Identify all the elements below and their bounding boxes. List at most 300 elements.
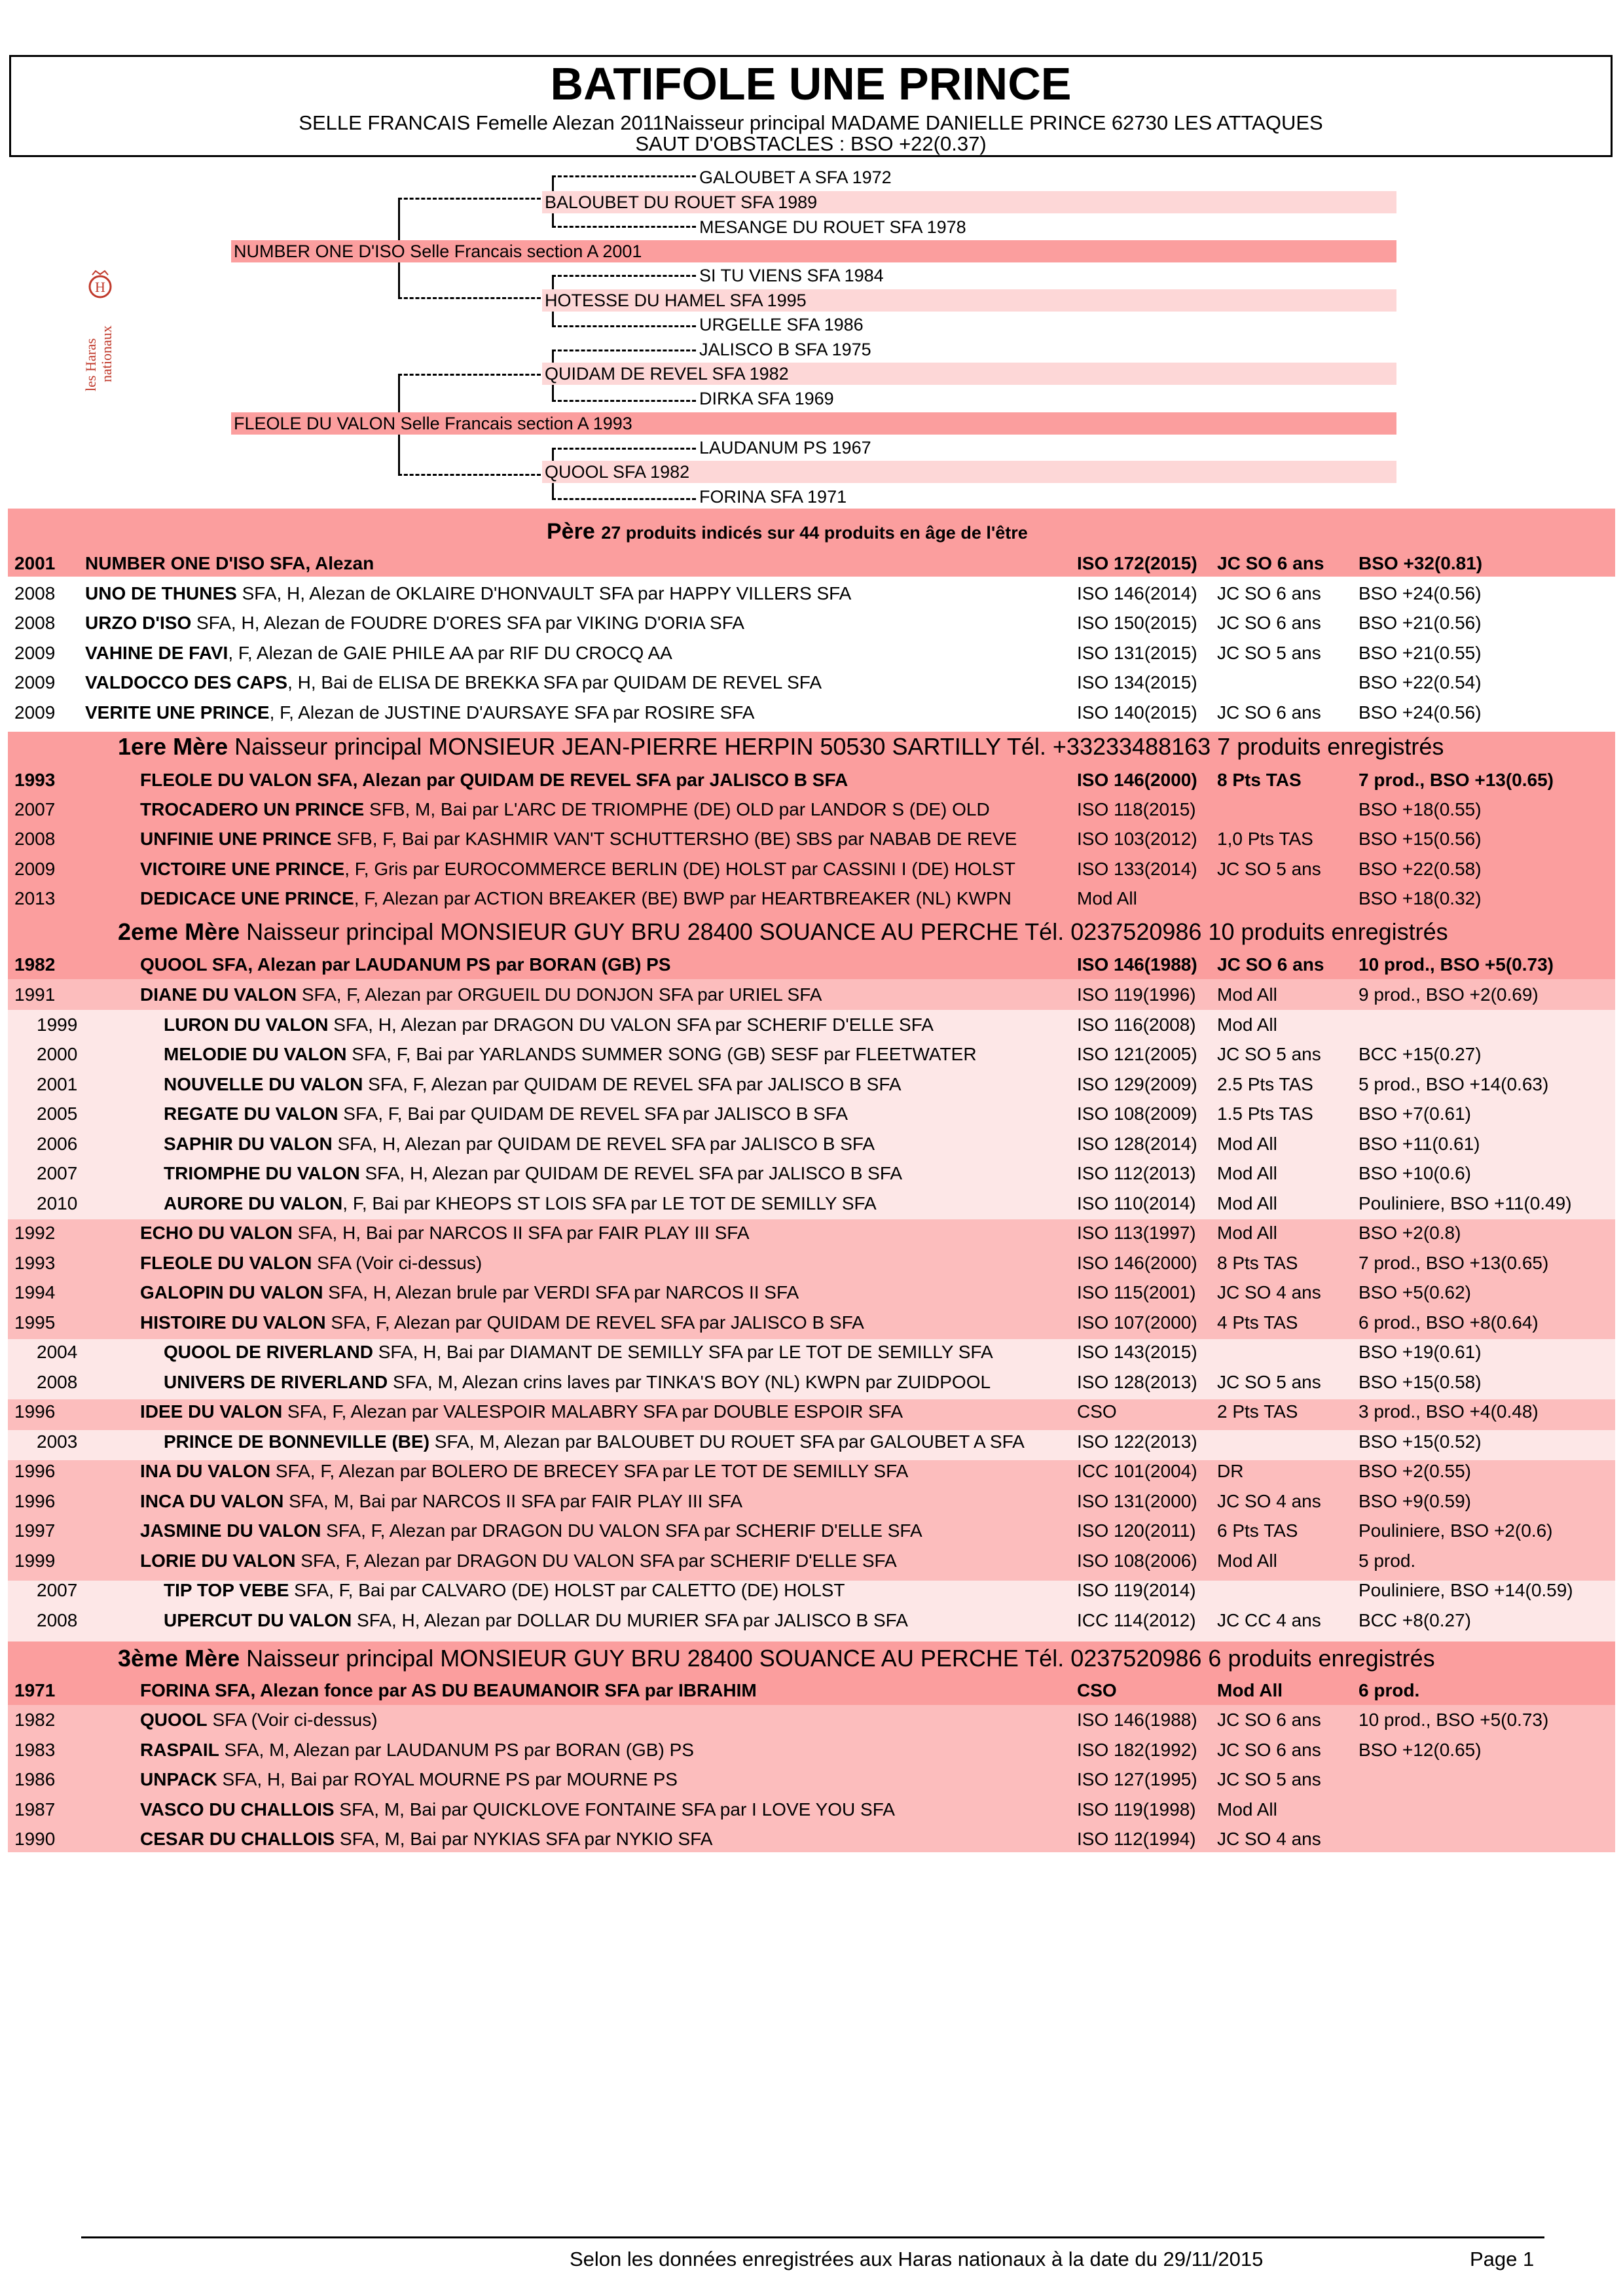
row-index: CSO	[1077, 1401, 1117, 1422]
row-horse-name: VALDOCCO DES CAPS	[85, 672, 288, 692]
table-row	[8, 548, 1615, 578]
row-horse	[140, 1218, 750, 1247]
row-bso: 6 prod.	[1359, 1680, 1420, 1700]
mere3-info: Naisseur principal MONSIEUR GUY BRU 28400 SOUANCE AU PERCHE Tél. 0237520986 6 produits enregistrés	[246, 1645, 1435, 1672]
row-index: ISO 128(2013)	[1077, 1372, 1197, 1392]
row-horse-name: AURORE DU VALON	[164, 1193, 343, 1213]
row-horse-details: SFA, H, Alezan de OKLAIRE D'HONVAULT SFA par HAPPY VILLERS SFA	[236, 583, 852, 603]
row-performance: Mod All	[1217, 1193, 1277, 1213]
row-bso: BSO +19(0.61)	[1359, 1342, 1482, 1362]
row-performance: JC SO 6 ans	[1217, 702, 1321, 723]
horse-subtitle: SELLE FRANCAIS Femelle Alezan 2011Naisseur principal MADAME DANIELLE PRINCE 62730 LES ATTAQUES	[299, 111, 1323, 134]
row-bso: BSO +18(0.55)	[1359, 799, 1482, 819]
pedigree-connector	[398, 297, 541, 299]
row-year: 2007	[37, 1580, 78, 1600]
row-year: 1971	[14, 1680, 56, 1700]
row-horse	[140, 1676, 757, 1705]
row-bso: BSO +2(0.55)	[1359, 1461, 1471, 1481]
row-horse-name: UNFINIE UNE PRINCE	[140, 829, 332, 849]
row-bso: BSO +22(0.54)	[1359, 672, 1482, 692]
row-year: 2009	[14, 859, 56, 879]
row-year: 2008	[14, 829, 56, 849]
row-bso: 6 prod., BSO +8(0.64)	[1359, 1312, 1539, 1333]
row-bso: BSO +15(0.52)	[1359, 1431, 1482, 1452]
row-year: 2004	[37, 1342, 78, 1362]
table-row	[8, 795, 1615, 824]
svg-text:les Haras: les Haras	[82, 338, 99, 391]
row-index: ISO 115(2001)	[1077, 1282, 1196, 1302]
row-index: ISO 113(1997)	[1077, 1223, 1196, 1243]
row-horse-name: UNIVERS DE RIVERLAND	[164, 1372, 388, 1392]
table-row	[8, 698, 1615, 727]
pedigree-dam: FLEOLE DU VALON Selle Francais section A 1993	[231, 412, 1396, 435]
row-performance: JC SO 5 ans	[1217, 1044, 1321, 1064]
row-horse	[140, 795, 990, 824]
row-horse-name: RASPAIL	[140, 1740, 219, 1760]
row-horse-name: UNO DE THUNES	[85, 583, 237, 603]
row-bso: BCC +15(0.27)	[1359, 1044, 1482, 1064]
pedigree-sire-sire-sire: GALOUBET A SFA 1972	[699, 168, 892, 187]
table-row	[8, 1099, 1615, 1128]
pedigree-connector	[398, 374, 541, 376]
row-year: 1996	[14, 1491, 56, 1511]
row-horse-name: JASMINE DU VALON	[140, 1520, 321, 1541]
row-year: 1992	[14, 1223, 56, 1243]
row-horse-name: TROCADERO UN PRINCE	[140, 799, 365, 819]
row-horse-details: SFA, H, Bai par DIAMANT DE SEMILLY SFA par LE TOT DE SEMILLY SFA	[373, 1342, 993, 1362]
row-performance: 8 Pts TAS	[1217, 1253, 1298, 1273]
pedigree-dam-dam: QUOOL SFA 1982	[542, 461, 1396, 483]
row-horse	[85, 579, 851, 608]
row-year: 1993	[14, 770, 56, 790]
row-horse-details: , F, Alezan par ACTION BREAKER (BE) BWP par HEARTBREAKER (NL) KWPN	[354, 888, 1012, 908]
row-index: ISO 121(2005)	[1077, 1044, 1197, 1064]
row-bso: BSO +21(0.55)	[1359, 643, 1482, 663]
row-index: ISO 120(2011)	[1077, 1520, 1196, 1541]
table-row	[8, 1278, 1615, 1307]
row-horse-details: SFA, H, Alezan par QUIDAM DE REVEL SFA par JALISCO B SFA	[332, 1134, 875, 1154]
table-row	[8, 1039, 1615, 1069]
row-performance: JC SO 6 ans	[1217, 613, 1321, 633]
row-index: ISO 119(2014)	[1077, 1580, 1196, 1600]
row-horse	[140, 1308, 864, 1337]
row-horse-name: NOUVELLE DU VALON	[164, 1074, 363, 1094]
row-bso: BSO +11(0.61)	[1359, 1134, 1480, 1154]
row-bso: BSO +24(0.56)	[1359, 702, 1482, 723]
row-bso: BSO +10(0.6)	[1359, 1163, 1471, 1183]
table-row	[8, 579, 1615, 608]
table-row	[8, 638, 1615, 668]
row-index: ISO 146(2014)	[1077, 583, 1197, 603]
row-bso: BSO +21(0.56)	[1359, 613, 1482, 633]
row-horse-name: LURON DU VALON	[164, 1014, 329, 1035]
row-horse	[164, 1367, 991, 1397]
row-horse-details: SFA, M, Bai par QUICKLOVE FONTAINE SFA par I LOVE YOU SFA	[334, 1799, 895, 1820]
table-row	[8, 1069, 1615, 1099]
row-horse-details: SFB, M, Bai par L'ARC DE TRIOMPHE (DE) OLD par LANDOR S (DE) OLD	[364, 799, 990, 819]
table-row	[8, 950, 1615, 979]
row-performance: Mod All	[1217, 1223, 1277, 1243]
row-horse-name: CESAR DU CHALLOIS	[140, 1829, 335, 1849]
row-year: 1991	[14, 984, 56, 1005]
table-row	[8, 1516, 1615, 1545]
row-horse	[164, 1129, 875, 1158]
pedigree-connector	[552, 350, 696, 351]
row-bso: 10 prod., BSO +5(0.73)	[1359, 1710, 1549, 1730]
row-year: 1983	[14, 1740, 56, 1760]
row-horse	[164, 1158, 902, 1188]
row-horse-details: , H, Bai de ELISA DE BREKKA SFA par QUIDAM DE REVEL SFA	[287, 672, 822, 692]
row-bso: 3 prod., BSO +4(0.48)	[1359, 1401, 1539, 1422]
row-bso: 7 prod., BSO +13(0.65)	[1359, 770, 1554, 790]
row-year: 1987	[14, 1799, 56, 1820]
row-horse	[140, 1705, 378, 1734]
row-horse	[164, 1605, 908, 1635]
row-horse-details: SFA, M, Alezan par LAUDANUM PS par BORAN (GB) PS	[219, 1740, 694, 1760]
row-index: ISO 103(2012)	[1077, 829, 1197, 849]
row-index: ISO 146(1988)	[1077, 954, 1197, 975]
table-row	[8, 1705, 1615, 1734]
row-horse-details: , F, Alezan de GAIE PHILE AA par RIF DU CROCQ AA	[228, 643, 672, 663]
mere2-info: Naisseur principal MONSIEUR GUY BRU 28400 SOUANCE AU PERCHE Tél. 0237520986 10 produits enregistrés	[246, 918, 1448, 945]
row-horse-name: TRIOMPHE DU VALON	[164, 1163, 360, 1183]
row-index: ISO 133(2014)	[1077, 859, 1197, 879]
row-horse	[164, 1189, 877, 1218]
row-bso: BSO +2(0.8)	[1359, 1223, 1461, 1243]
row-horse-name: UPERCUT DU VALON	[164, 1610, 352, 1630]
table-row	[8, 1010, 1615, 1039]
row-bso: BSO +12(0.65)	[1359, 1740, 1482, 1760]
row-performance: JC SO 5 ans	[1217, 1372, 1321, 1392]
row-horse	[140, 824, 1017, 853]
row-horse-name: REGATE DU VALON	[164, 1103, 338, 1124]
pedigree-sire-dam-sire: SI TU VIENS SFA 1984	[699, 266, 884, 285]
table-row	[8, 1605, 1615, 1635]
row-horse-details: SFA, H, Alezan par DRAGON DU VALON SFA par SCHERIF D'ELLE SFA	[328, 1014, 934, 1035]
row-index: ISO 150(2015)	[1077, 613, 1197, 633]
table-row	[8, 1795, 1615, 1824]
row-year: 1999	[37, 1014, 78, 1035]
row-performance: 6 Pts TAS	[1217, 1520, 1298, 1541]
row-bso: BSO +7(0.61)	[1359, 1103, 1471, 1124]
row-index: CSO	[1077, 1680, 1117, 1700]
table-row	[8, 765, 1615, 795]
row-year: 1982	[14, 954, 56, 975]
footer-rule	[81, 2236, 1544, 2238]
pedigree-dam-sire-sire: JALISCO B SFA 1975	[699, 340, 871, 359]
row-horse-name: NUMBER ONE D'ISO SFA, Alezan	[85, 553, 374, 573]
table-row	[8, 824, 1615, 853]
row-performance: Mod All	[1217, 1680, 1283, 1700]
table-row	[8, 1308, 1615, 1337]
pedigree-sire-sire: BALOUBET DU ROUET SFA 1989	[542, 191, 1396, 213]
row-performance: JC SO 5 ans	[1217, 859, 1321, 879]
row-horse	[140, 1248, 482, 1278]
row-horse	[164, 1427, 1025, 1456]
row-performance: JC SO 4 ans	[1217, 1282, 1321, 1302]
row-horse-name: DIANE DU VALON	[140, 984, 297, 1005]
row-bso: BSO +22(0.58)	[1359, 859, 1482, 879]
pere-info: 27 produits indicés sur 44 produits en âge de l'être	[601, 523, 1028, 543]
row-horse	[140, 1795, 895, 1824]
row-horse	[140, 1397, 903, 1426]
row-performance: 8 Pts TAS	[1217, 770, 1302, 790]
row-horse-details: SFA, F, Alezan par DRAGON DU VALON SFA par SCHERIF D'ELLE SFA	[321, 1520, 922, 1541]
row-index: ISO 108(2006)	[1077, 1551, 1197, 1571]
table-row	[8, 1218, 1615, 1247]
row-index: ISO 134(2015)	[1077, 672, 1197, 692]
pedigree-dam-dam-dam: FORINA SFA 1971	[699, 487, 847, 507]
row-year: 2010	[37, 1193, 78, 1213]
row-index: ISO 146(2000)	[1077, 1253, 1197, 1273]
row-horse	[164, 1337, 993, 1367]
table-row	[8, 1367, 1615, 1397]
row-horse	[164, 1039, 977, 1069]
row-bso: BSO +15(0.56)	[1359, 829, 1482, 849]
pedigree-sire: NUMBER ONE D'ISO Selle Francais section A 2001	[231, 240, 1396, 262]
row-index: ICC 114(2012)	[1077, 1610, 1196, 1630]
row-horse	[140, 1735, 694, 1765]
row-index: ISO 131(2000)	[1077, 1491, 1197, 1511]
row-year: 1982	[14, 1710, 56, 1730]
row-horse	[140, 1516, 922, 1545]
row-horse-details: SFA, F, Alezan par ORGUEIL DU DONJON SFA par URIEL SFA	[297, 984, 822, 1005]
row-index: ISO 107(2000)	[1077, 1312, 1197, 1333]
row-horse	[140, 884, 1012, 913]
row-horse	[140, 1765, 678, 1794]
mere3-section-header	[8, 1643, 1615, 1674]
row-horse	[140, 1456, 908, 1486]
row-year: 1997	[14, 1520, 56, 1541]
pedigree-connector	[552, 400, 696, 402]
row-year: 2009	[14, 672, 56, 692]
row-bso: 5 prod., BSO +14(0.63)	[1359, 1074, 1549, 1094]
row-performance: Mod All	[1217, 1551, 1277, 1571]
table-row	[8, 1486, 1615, 1516]
pedigree-dam-sire-dam: DIRKA SFA 1969	[699, 389, 834, 408]
row-performance: JC SO 6 ans	[1217, 1740, 1321, 1760]
row-horse-details: SFA, F, Alezan par BOLERO DE BRECEY SFA par LE TOT DE SEMILLY SFA	[270, 1461, 909, 1481]
pedigree-connector	[398, 474, 541, 476]
row-horse-details: SFA (Voir ci-dessus)	[207, 1710, 378, 1730]
table-row	[8, 1397, 1615, 1426]
row-horse-details: SFA, F, Alezan par DRAGON DU VALON SFA par SCHERIF D'ELLE SFA	[295, 1551, 897, 1571]
row-horse-details: SFA, H, Alezan par QUIDAM DE REVEL SFA par JALISCO B SFA	[359, 1163, 903, 1183]
row-horse-name: GALOPIN DU VALON	[140, 1282, 323, 1302]
row-index: ISO 146(2000)	[1077, 770, 1197, 790]
table-row	[8, 1158, 1615, 1188]
row-horse	[164, 1069, 902, 1099]
pedigree-connector	[552, 226, 696, 228]
row-horse-details: SFA, F, Alezan par QUIDAM DE REVEL SFA par JALISCO B SFA	[325, 1312, 864, 1333]
row-performance: JC SO 5 ans	[1217, 1769, 1321, 1789]
table-row	[8, 608, 1615, 637]
row-year: 1986	[14, 1769, 56, 1789]
table-row	[8, 1676, 1615, 1705]
row-horse	[140, 1278, 799, 1307]
row-year: 2001	[37, 1074, 78, 1094]
table-row	[8, 1189, 1615, 1218]
row-horse-name: HISTOIRE DU VALON	[140, 1312, 326, 1333]
row-performance: Mod All	[1217, 984, 1277, 1005]
row-year: 2008	[14, 613, 56, 633]
row-bso: BCC +8(0.27)	[1359, 1610, 1471, 1630]
pedigree-sire-sire-dam: MESANGE DU ROUET SFA 1978	[699, 217, 966, 237]
row-performance: DR	[1217, 1461, 1244, 1481]
row-horse-details: SFA, M, Bai par NARCOS II SFA par FAIR PLAY III SFA	[283, 1491, 743, 1511]
row-performance: 1,0 Pts TAS	[1217, 829, 1313, 849]
table-row	[8, 1337, 1615, 1367]
row-year: 2007	[14, 799, 56, 819]
row-index: ISO 143(2015)	[1077, 1342, 1197, 1362]
mere2-label: 2eme Mère	[118, 918, 240, 945]
row-performance: 2 Pts TAS	[1217, 1401, 1298, 1422]
row-year: 2009	[14, 702, 56, 723]
table-row	[8, 668, 1615, 697]
row-year: 2005	[37, 1103, 78, 1124]
row-index: ISO 119(1996)	[1077, 984, 1196, 1005]
row-performance: JC SO 4 ans	[1217, 1829, 1321, 1849]
row-horse-name: INA DU VALON	[140, 1461, 271, 1481]
row-year: 2006	[37, 1134, 78, 1154]
pedigree-sire-dam: HOTESSE DU HAMEL SFA 1995	[542, 289, 1396, 312]
row-horse	[140, 1486, 742, 1516]
row-horse-details: SFA, H, Alezan brule par VERDI SFA par NARCOS II SFA	[323, 1282, 799, 1302]
row-horse-name: ECHO DU VALON	[140, 1223, 293, 1243]
row-horse-name: VICTOIRE UNE PRINCE	[140, 859, 345, 879]
row-bso: BSO +9(0.59)	[1359, 1491, 1471, 1511]
row-index: Mod All	[1077, 888, 1137, 908]
pedigree-connector	[552, 448, 696, 450]
row-year: 2001	[14, 553, 56, 573]
row-bso: BSO +15(0.58)	[1359, 1372, 1482, 1392]
table-row	[8, 1456, 1615, 1486]
row-bso: 5 prod.	[1359, 1551, 1416, 1571]
row-horse-details: SFB, F, Bai par KASHMIR VAN'T SCHUTTERSHO (BE) SBS par NABAB DE REVE	[331, 829, 1017, 849]
row-horse-name: PRINCE DE BONNEVILLE (BE)	[164, 1431, 430, 1452]
row-performance: JC CC 4 ans	[1217, 1610, 1321, 1630]
row-horse	[85, 698, 754, 727]
row-horse-name: IDEE DU VALON	[140, 1401, 283, 1422]
row-index: ISO 110(2014)	[1077, 1193, 1196, 1213]
row-horse-details: , F, Bai par KHEOPS ST LOIS SFA par LE TOT DE SEMILLY SFA	[342, 1193, 877, 1213]
row-horse-name: URZO D'ISO	[85, 613, 192, 633]
pedigree-connector	[552, 498, 696, 500]
row-horse-name: QUOOL DE RIVERLAND	[164, 1342, 373, 1362]
row-horse-details: SFA, F, Bai par QUIDAM DE REVEL SFA par JALISCO B SFA	[338, 1103, 848, 1124]
footer-text: Selon les données enregistrées aux Haras nationaux à la date du 29/11/2015	[570, 2248, 1264, 2270]
row-index: ISO 119(1998)	[1077, 1799, 1196, 1820]
row-year: 2008	[37, 1372, 78, 1392]
row-year: 1996	[14, 1461, 56, 1481]
row-index: ISO 112(1994)	[1077, 1829, 1196, 1849]
row-horse	[140, 980, 822, 1009]
row-horse-details: SFA, H, Bai par ROYAL MOURNE PS par MOURNE PS	[217, 1769, 678, 1789]
row-bso: Pouliniere, BSO +2(0.6)	[1359, 1520, 1553, 1541]
page-number: Page 1	[1470, 2248, 1535, 2270]
haras-nationaux-logo	[71, 267, 130, 398]
mere1-info: Naisseur principal MONSIEUR JEAN-PIERRE HERPIN 50530 SARTILLY Tél. +33233488163 7 produits enregistrés	[234, 733, 1444, 760]
row-index: ISO 131(2015)	[1077, 643, 1197, 663]
row-horse-details: SFA, H, Alezan de FOUDRE D'ORES SFA par VIKING D'ORIA SFA	[191, 613, 744, 633]
row-performance: JC SO 6 ans	[1217, 553, 1324, 573]
row-horse	[85, 608, 744, 637]
row-index: ISO 116(2008)	[1077, 1014, 1196, 1035]
pedigree-dam-dam-sire: LAUDANUM PS 1967	[699, 438, 871, 457]
row-index: ISO 146(1988)	[1077, 1710, 1197, 1730]
row-bso: Pouliniere, BSO +14(0.59)	[1359, 1580, 1573, 1600]
row-bso: 10 prod., BSO +5(0.73)	[1359, 954, 1554, 975]
row-horse	[164, 1010, 934, 1039]
row-performance: Mod All	[1217, 1799, 1277, 1820]
row-index: ISO 182(1992)	[1077, 1740, 1197, 1760]
row-year: 2003	[37, 1431, 78, 1452]
horse-discipline: SAUT D'OBSTACLES : BSO +22(0.37)	[635, 132, 987, 155]
row-year: 1993	[14, 1253, 56, 1273]
row-performance: JC SO 4 ans	[1217, 1491, 1321, 1511]
row-horse-details: , F, Gris par EUROCOMMERCE BERLIN (DE) HOLST par CASSINI I (DE) HOLST	[344, 859, 1015, 879]
row-horse-name: QUOOL SFA, Alezan par LAUDANUM PS par BORAN (GB) PS	[140, 954, 671, 975]
row-bso: BSO +5(0.62)	[1359, 1282, 1471, 1302]
row-bso: 9 prod., BSO +2(0.69)	[1359, 984, 1539, 1005]
row-year: 2013	[14, 888, 56, 908]
row-horse-name: SAPHIR DU VALON	[164, 1134, 333, 1154]
row-year: 1996	[14, 1401, 56, 1422]
table-row	[8, 884, 1615, 913]
row-performance: Mod All	[1217, 1163, 1277, 1183]
row-index: ISO 112(2013)	[1077, 1163, 1196, 1183]
row-horse-name: VERITE UNE PRINCE	[85, 702, 270, 723]
header-box	[9, 55, 1613, 157]
row-horse	[164, 1575, 845, 1605]
row-horse	[140, 765, 848, 795]
table-row	[8, 1129, 1615, 1158]
row-bso: 7 prod., BSO +13(0.65)	[1359, 1253, 1549, 1273]
row-bso: BSO +18(0.32)	[1359, 888, 1482, 908]
pedigree-connector	[552, 325, 696, 327]
row-year: 2000	[37, 1044, 78, 1064]
row-year: 1995	[14, 1312, 56, 1333]
table-row	[8, 1575, 1615, 1605]
row-performance: JC SO 5 ans	[1217, 643, 1321, 663]
row-horse	[140, 854, 1015, 884]
row-horse-details: SFA, F, Alezan par QUIDAM DE REVEL SFA par JALISCO B SFA	[363, 1074, 902, 1094]
row-index: ISO 127(1995)	[1077, 1769, 1197, 1789]
pedigree-dam-sire: QUIDAM DE REVEL SFA 1982	[542, 363, 1396, 385]
table-row	[8, 980, 1615, 1009]
table-row	[8, 1248, 1615, 1278]
row-horse-details: SFA, M, Alezan par BALOUBET DU ROUET SFA par GALOUBET A SFA	[429, 1431, 1025, 1452]
pedigree-connector	[398, 198, 541, 200]
row-index: ISO 118(2015)	[1077, 799, 1196, 819]
row-index: ISO 129(2009)	[1077, 1074, 1197, 1094]
mere3-label: 3ème Mère	[118, 1645, 240, 1672]
row-horse-name: MELODIE DU VALON	[164, 1044, 347, 1064]
row-horse-name: DEDICACE UNE PRINCE	[140, 888, 354, 908]
table-row	[8, 1765, 1615, 1794]
table-row	[8, 1735, 1615, 1765]
pedigree-sire-dam-dam: URGELLE SFA 1986	[699, 315, 864, 334]
row-performance: JC SO 6 ans	[1217, 583, 1321, 603]
row-year: 1999	[14, 1551, 56, 1571]
row-horse-name: VASCO DU CHALLOIS	[140, 1799, 335, 1820]
row-index: ISO 122(2013)	[1077, 1431, 1197, 1452]
pere-label: Père	[547, 519, 595, 544]
row-year: 1994	[14, 1282, 56, 1302]
table-row	[8, 1824, 1615, 1854]
row-horse-details: SFA, H, Alezan par DOLLAR DU MURIER SFA par JALISCO B SFA	[352, 1610, 908, 1630]
row-horse-details: SFA, F, Bai par YARLANDS SUMMER SONG (GB) SESF par FLEETWATER	[346, 1044, 977, 1064]
